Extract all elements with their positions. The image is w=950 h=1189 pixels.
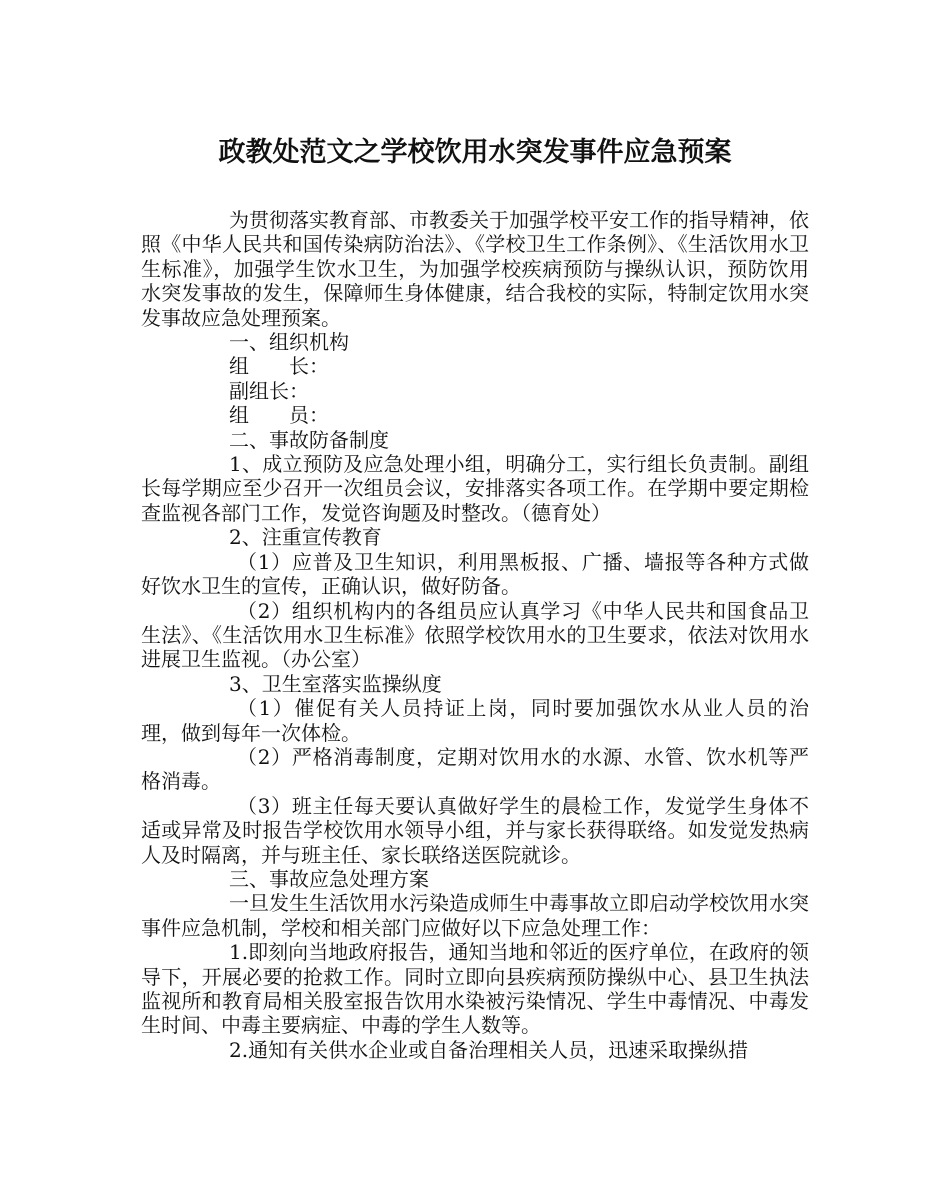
document-paragraph: 3、卫生室落实监操纵度 xyxy=(229,671,442,696)
document-paragraph: （2）严格消毒制度，定期对饮用水的水源、水管、饮水机等严格消毒。 xyxy=(141,744,809,794)
document-paragraph: 组 员： xyxy=(229,403,329,428)
document-paragraph: 为贯彻落实教育部、市教委关于加强学校平安工作的指导精神，依照《中华人民共和国传染病防治法》、《学校卫生工作条例》、《生活饮用水卫生标准》，加强学生饮水卫生，为加强学校疾病预防与操纵认识，预防饮用水突发事故的发生，保障师生身体健康，结合我校的实际，特制定饮用水突发事故应急处理预案。 xyxy=(141,208,809,330)
document-paragraph: 1.即刻向当地政府报告，通知当地和邻近的医疗单位，在政府的领导下，开展必要的抢救工作。同时立即向县疾病预防操纵中心、县卫生执法监视所和教育局相关股室报告饮用水染被污染情况、学生中毒情况、中毒发生时间、中毒主要病症、中毒的学生人数等。 xyxy=(141,940,809,1038)
document-paragraph: （2）组织机构内的各组员应认真学习《中华人民共和国食品卫生法》、《生活饮用水卫生标准》依照学校饮用水的卫生要求，依法对饮用水进展卫生监视。（办公室） xyxy=(141,598,809,672)
document-paragraph: 三、事故应急处理方案 xyxy=(229,866,429,891)
document-paragraph: （1）催促有关人员持证上岗，同时要加强饮水从业人员的治理，做到每年一次体检。 xyxy=(141,696,809,745)
document-paragraph: 副组长： xyxy=(229,378,309,403)
document-title: 政教处范文之学校饮用水突发事件应急预案 xyxy=(218,137,732,168)
document-paragraph: （1）应普及卫生知识，利用黑板报、广播、墙报等各种方式做好饮水卫生的宣传，正确认识，做好防备。 xyxy=(141,549,809,599)
document-paragraph: 1、成立预防及应急处理小组，明确分工，实行组长负责制。副组长每学期应至少召开一次组员会议，安排落实各项工作。在学期中要定期检查监视各部门工作，发觉咨询题及时整改。（德育处） xyxy=(141,452,809,525)
document-paragraph: 2.通知有关供水企业或自备治理相关人员，迅速采取操纵措 xyxy=(229,1037,749,1062)
document-paragraph: 组 长： xyxy=(229,354,329,379)
document-paragraph: （3）班主任每天要认真做好学生的晨检工作，发觉学生身体不适或异常及时报告学校饮用水领导小组，并与家长获得联络。如发觉发热病人及时隔离，并与班主任、家长联络送医院就诊。 xyxy=(141,793,809,867)
document-paragraph: 二、事故防备制度 xyxy=(229,427,389,452)
document-body xyxy=(141,208,809,1062)
document-paragraph: 一旦发生生活饮用水污染造成师生中毒事故立即启动学校饮用水突事件应急机制，学校和相关部门应做好以下应急处理工作： xyxy=(141,891,809,940)
document-paragraph: 一、组织机构 xyxy=(229,330,349,355)
document-paragraph: 2、注重宣传教育 xyxy=(229,525,382,550)
